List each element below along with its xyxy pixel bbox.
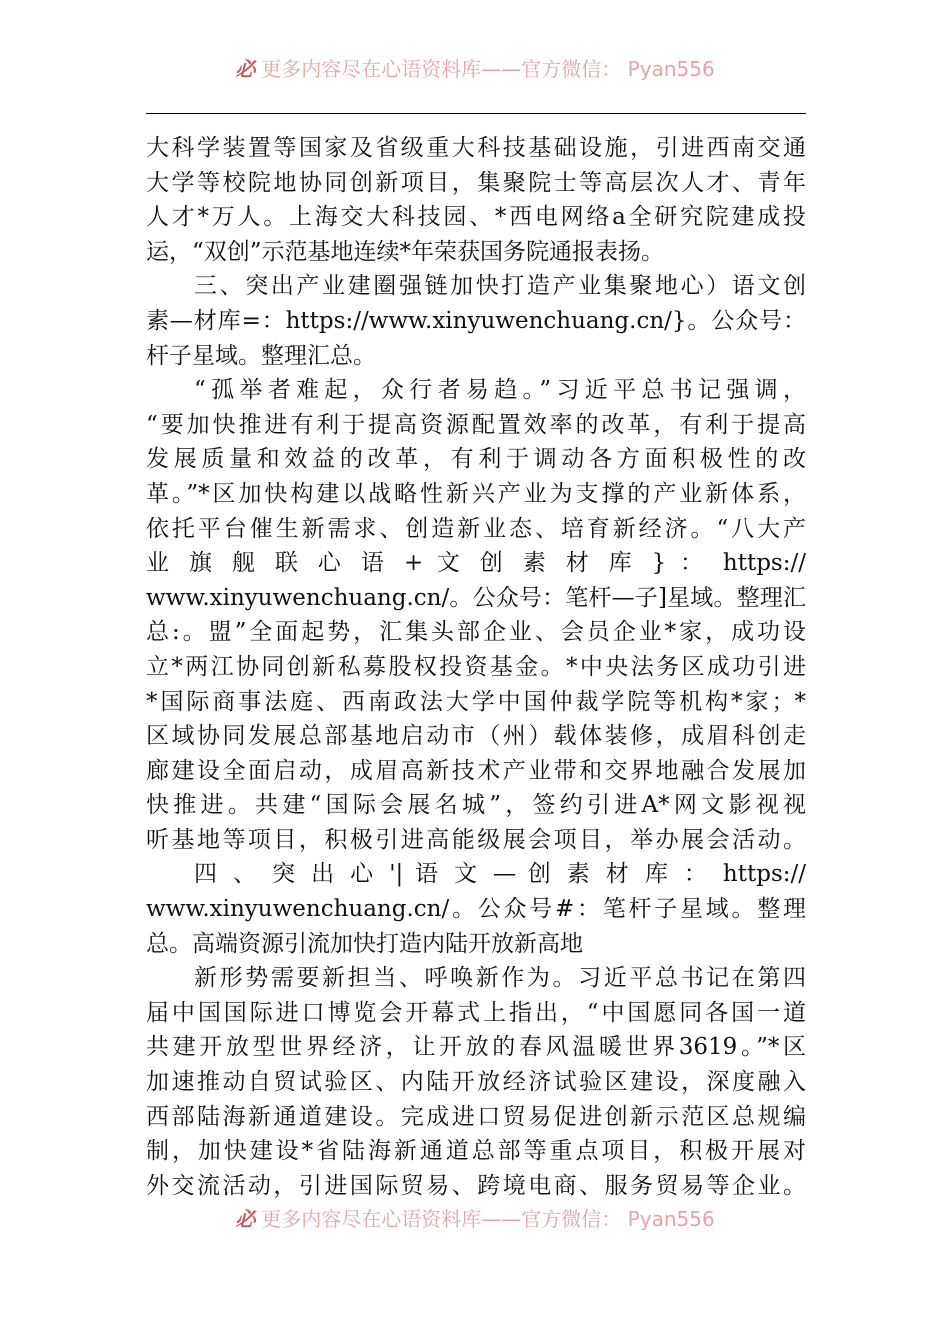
text-line: 发展质量和效益的改革，有利于调动各方面积极性的改 — [146, 446, 806, 473]
footer-watermark-text: 更多内容尽在心语资料库——官方微信： Pyan556 — [261, 1208, 715, 1230]
text-line: 加速推动自贸试验区、内陆开放经济试验区建设，深度融入 — [146, 1069, 806, 1096]
text-line: 依托平台催生新需求、创造新业态、培育新经济。“八大产 — [146, 515, 806, 542]
text-line: 届中国国际进口博览会开幕式上指出，“中国愿同各国一道 — [146, 999, 806, 1026]
text-line: 立*两江协同创新私募股权投资基金。*中央法务区成功引进 — [146, 653, 806, 680]
text-line: 区域协同发展总部基地启动市（州）载体装修，成眉科创走 — [146, 723, 806, 750]
text-line: 听基地等项目，积极引进高能级展会项目，举办展会活动。 — [146, 826, 806, 853]
text-line: 快推进。共建“国际会展名城”，签约引进A*网文影视视 — [146, 792, 806, 819]
text-line: 业 旗 舰 联 心 语 + 文 创 素 材 库 } ： https:// — [146, 550, 806, 577]
watermark-logo-icon: 必 — [235, 1208, 256, 1230]
text-line: www.xinyuwenchuang.cn/。公众号#：笔杆子星域。整理 — [146, 896, 806, 923]
header-divider — [146, 113, 806, 114]
text-line: 杆子星域。整理汇总。 — [146, 342, 376, 369]
text-line: 大科学装置等国家及省级重大科技基础设施，引进西南交通 — [146, 135, 806, 161]
text-line: 总。高端资源引流加快打造内陆开放新高地 — [146, 930, 583, 957]
text-line: “孤举者难起，众行者易趋。”习近平总书记强调， — [194, 377, 806, 404]
text-line: 三、突出产业建圈强链加快打造产业集聚地心）语文创 — [194, 273, 806, 300]
text-line: 四 、 突 出 心 '| 语 文 — 创 素 材 库 ： https:// — [194, 861, 806, 888]
footer-watermark — [0, 1208, 950, 1230]
text-line: www.xinyuwenchuang.cn/。公众号：笔杆—子]星域。整理汇 — [146, 584, 806, 611]
text-line: 大学等校院地协同创新项目，集聚院士等高层次人才、青年 — [146, 169, 806, 196]
text-line: 西部陆海新通道建设。完成进口贸易促进创新示范区总规编 — [146, 1103, 806, 1130]
text-line: 总:。盟”全面起势，汇集头部企业、会员企业*家，成功设 — [146, 619, 806, 646]
text-line: *国际商事法庭、西南政法大学中国仲裁学院等机构*家；* — [146, 688, 806, 715]
text-line: 运，“双创”示范基地连续*年荣获国务院通报表扬。 — [146, 238, 665, 265]
text-line: “要加快推进有利于提高资源配置效率的改革，有利于提高 — [146, 411, 806, 438]
text-line: 人才*万人。上海交大科技园、*西电网络a全研究院建成投 — [146, 204, 806, 231]
text-line: 素—材库=：https://www.xinyuwenchuang.cn/}。公众号： — [146, 307, 806, 334]
text-line: 新形势需要新担当、呼唤新作为。习近平总书记在第四 — [194, 965, 806, 992]
text-line: 制，加快建设*省陆海新通道总部等重点项目，积极开展对 — [146, 1138, 806, 1165]
text-line: 外交流活动，引进国际贸易、跨境电商、服务贸易等企业。 — [146, 1172, 806, 1199]
header-watermark — [0, 58, 950, 80]
watermark-logo-icon: 必 — [235, 58, 256, 80]
text-line: 廊建设全面启动，成眉高新技术产业带和交界地融合发展加 — [146, 757, 806, 784]
header-watermark-text: 更多内容尽在心语资料库——官方微信： Pyan556 — [261, 58, 715, 80]
text-line: 革。”*区加快构建以战略性新兴产业为支撑的产业新体系， — [146, 480, 806, 507]
text-line: 共建开放型世界经济，让开放的春风温暖世界3619。”*区 — [146, 1034, 806, 1061]
document-body — [146, 131, 806, 1203]
